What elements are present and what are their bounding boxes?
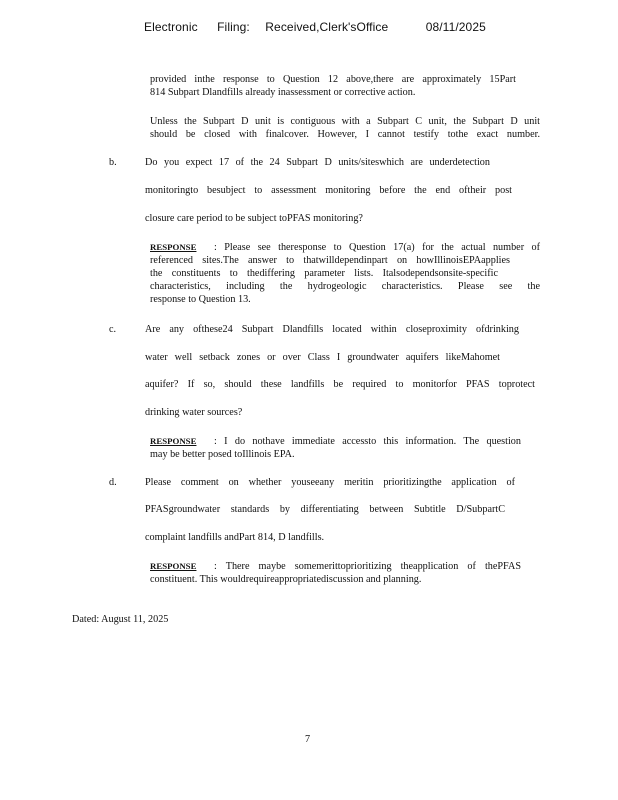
question-letter-d: d. <box>109 477 117 488</box>
response-line: constituent. This wouldrequireappropriatediscussion and planning. <box>150 574 422 585</box>
dated-line: Dated: August 11, 2025 <box>72 614 169 625</box>
response-line: RESPONSE : There maybe somemerittoprioritizing theapplication of thePFAS <box>150 561 521 572</box>
question-b-line: monitoringto besubject to assessment monitoring before the end oftheir post <box>145 185 512 196</box>
text-line: 814 Subpart Dlandfills already inassessment or corrective action. <box>150 87 416 98</box>
response-c <box>150 435 521 461</box>
question-b-line: closure care period to be subject toPFAS monitoring? <box>145 213 363 224</box>
response-line: RESPONSE : I do nothave immediate accessto this information. The question <box>150 436 521 447</box>
response-label: RESPONSE <box>150 242 197 252</box>
text-line: Unless the Subpart D unit is contiguous with a Subpart C unit, the Subpart D unit <box>150 116 540 127</box>
header-filing: Filing: <box>217 20 250 34</box>
header-date: 08/11/2025 <box>425 20 486 34</box>
question-letter-b: b. <box>109 157 117 168</box>
response-line: characteristics, including the hydrogeologic characteristics. Please see the <box>150 281 540 292</box>
header-electronic: Electronic <box>144 20 198 34</box>
question-letter-c: c. <box>109 324 117 335</box>
question-b-line: Do you expect 17 of the 24 Subpart D units/siteswhich are underdetection <box>145 157 490 168</box>
response-line: referenced sites.The answer to thatwilldependinpart on howIllinoisEPAapplies <box>150 255 510 266</box>
response-line: response to Question 13. <box>150 294 251 305</box>
intro-paragraph-2 <box>150 115 540 141</box>
response-d <box>150 560 521 586</box>
page-number: 7 <box>305 734 311 745</box>
response-label: RESPONSE <box>150 436 197 446</box>
question-d-line: PFASgroundwater standards by differentiating between Subtitle D/SubpartC <box>145 504 505 515</box>
response-line: may be better posed toIllinois EPA. <box>150 449 295 460</box>
question-c-line: aquifer? If so, should these landfills be required to monitorfor PFAS toprotect <box>145 379 535 390</box>
intro-paragraph-1 <box>150 73 516 99</box>
filing-header <box>144 20 486 34</box>
question-c-line: drinking water sources? <box>145 407 243 418</box>
text-line: provided inthe response to Question 12 above,there are approximately 15Part <box>150 74 516 85</box>
response-label: RESPONSE <box>150 561 197 571</box>
response-line: the constituents to thediffering parameter lists. Italsodependsonsite-specific <box>150 268 498 279</box>
question-c-line: water well setback zones or over Class I groundwater aquifers likeMahomet <box>145 352 500 363</box>
response-line: RESPONSE : Please see theresponse to Question 17(a) for the actual number of <box>150 242 540 253</box>
question-d-line: complaint landfills andPart 814, D landfills. <box>145 532 325 543</box>
question-d-line: Please comment on whether youseeany meritin prioritizingthe application of <box>145 477 515 488</box>
response-b <box>150 241 540 306</box>
question-c-line: Are any ofthese24 Subpart Dlandfills located within closeproximity ofdrinking <box>145 324 519 335</box>
text-line: should be closed with finalcover. However, I cannot testify tothe exact number. <box>150 129 540 140</box>
header-received: Received,Clerk'sOffice <box>265 20 389 34</box>
